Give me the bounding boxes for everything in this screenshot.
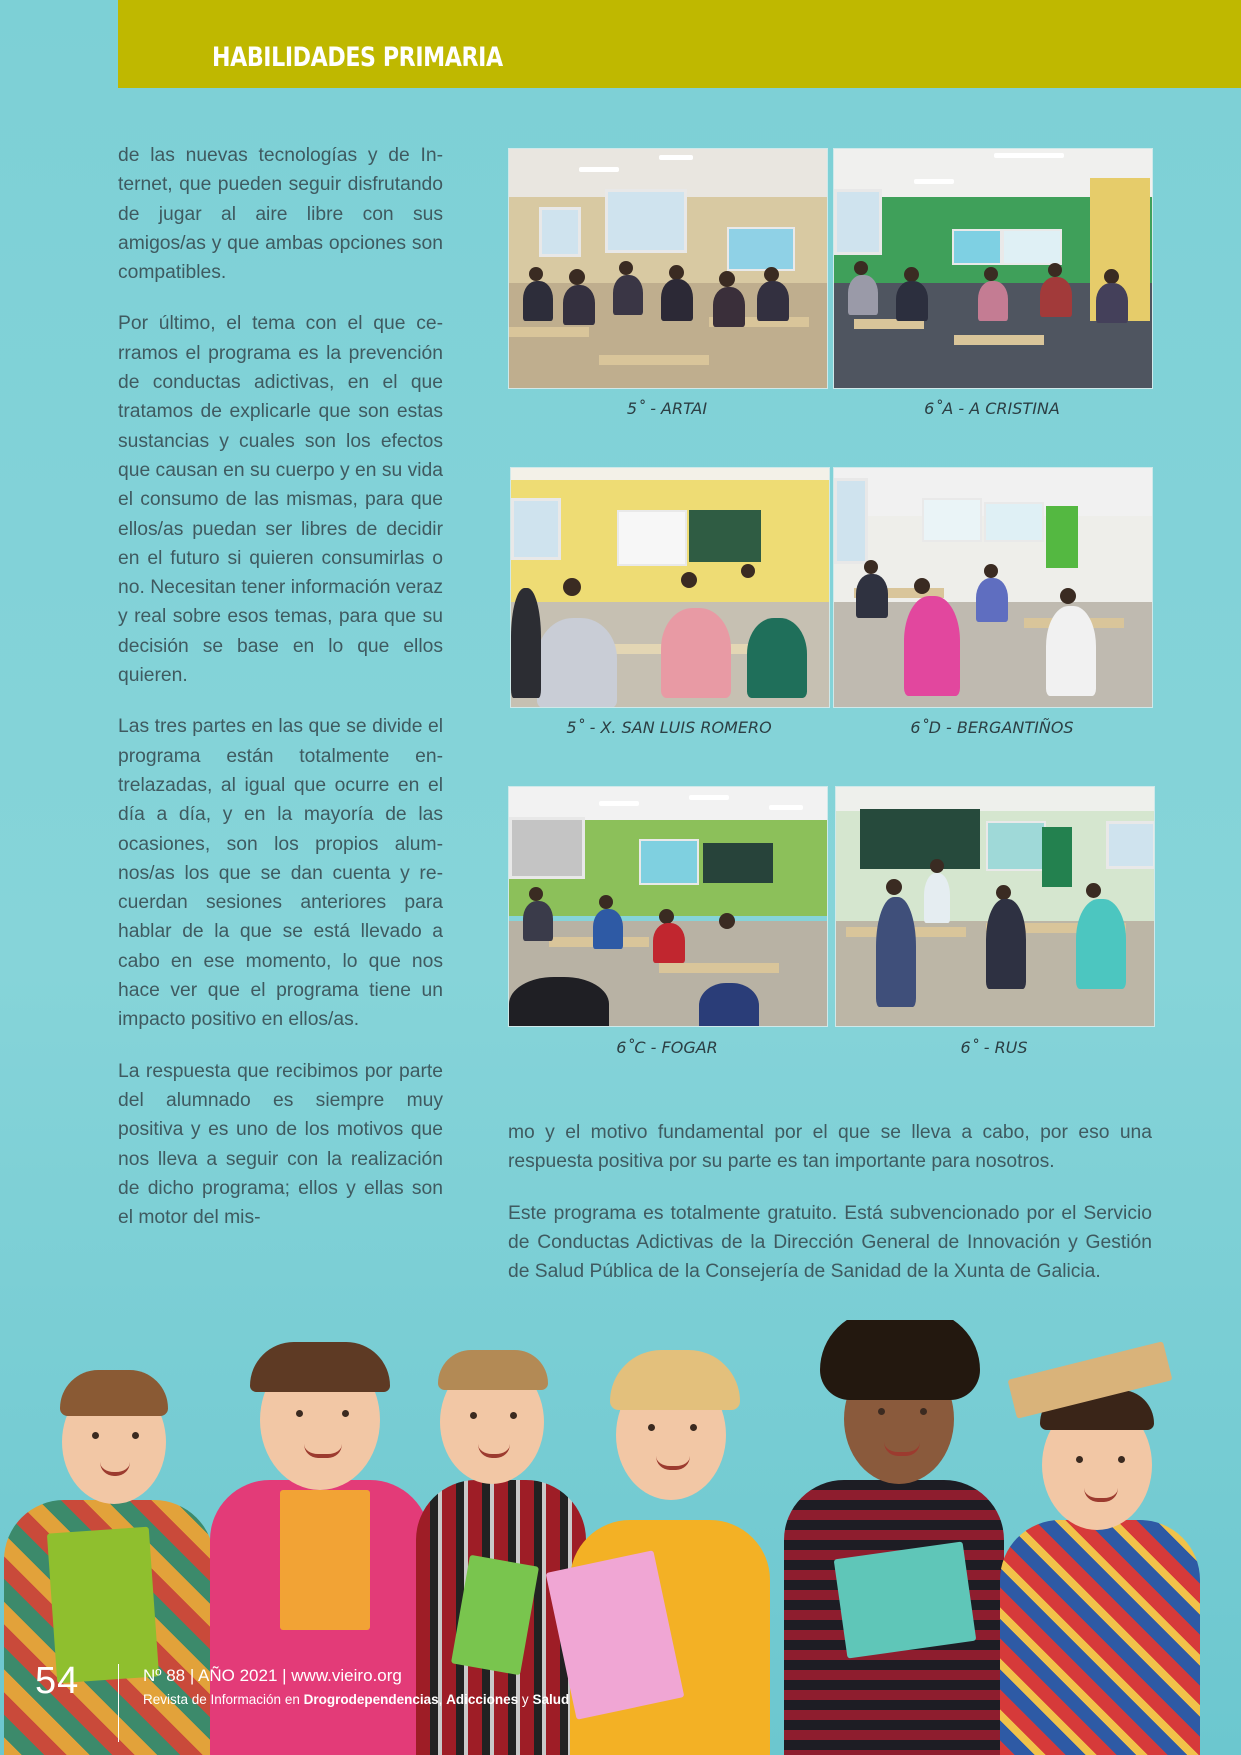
paragraph: Por último, el tema con el que cerramos el programa es la prevención de conductas adictivas, en el que tratamos de explicarle que son estas sustancias y cuales son los efectos que causan en su cuerpo y en su vida el consumo de las mismas, para que ellos/as puedan ser libres de decidir en el futuro si quieren consumirlas o no. Necesitan tener información veraz y real sobre esos temas, para que su decisión se base en lo que ellos quieren. [118, 313, 443, 687]
classroom-photo-rus [835, 786, 1155, 1027]
tagline-bold: Drogrodependencias [303, 1692, 439, 1707]
photo-caption: 6˚C - FOGAR [616, 1038, 718, 1057]
header-bar [118, 0, 1241, 88]
classroom-photo-artai [508, 148, 828, 389]
tagline-text: y [518, 1692, 533, 1707]
photo-caption: 6˚D - BERGANTIÑOS [910, 718, 1074, 737]
children-with-books-illustration [0, 1320, 1241, 1755]
tagline-text: Revista de Información en [143, 1692, 304, 1707]
paragraph: Las tres partes en las que se divide el programa están totalmente entrelazadas, al igual que ocurre en el día a día, y en la mayoría de las ocasiones, son los propios alumnos/as los que se dan cuenta y recuerdan sesiones anteriores para hablar de la que se está llevado a cabo en ese momento, lo que nos hace ver que el programa tiene un impacto positivo en ellos/as. [118, 716, 443, 1031]
paragraph: de las nuevas tecnologías y de Internet, que pueden seguir disfrutando de jugar al aire libre con sus amigos/as y que ambas opciones son compatibles. [118, 145, 443, 284]
classroom-photo-san-luis-romero [510, 467, 830, 708]
section-title: HABILIDADES PRIMARIA [212, 42, 503, 73]
classroom-photo-bergantinos [833, 467, 1153, 708]
photo-caption: 5˚ - ARTAI [626, 399, 708, 418]
tagline-bold: Adicciones [446, 1692, 519, 1707]
left-text-column [118, 141, 443, 1254]
paragraph: La respuesta que recibimos por parte del alumnado es siempre muy positiva y es uno de los motivos que nos lleva a seguir con la realización de dicho programa; ellos y ellas son el motor del mis- [118, 1060, 443, 1229]
paragraph: Este programa es totalmente gratuito. Está subvencionado por el Servicio de Conductas Adictivas de la Dirección General de Innovación y Gestión de Salud Pública de la Consejería de Sanidad de la Xunta de Galicia. [508, 1202, 1152, 1283]
issue-info: Nº 88 | AÑO 2021 | www.vieiro.org [143, 1666, 402, 1685]
classroom-photo-a-cristina [833, 148, 1153, 389]
tagline-text: , [438, 1692, 447, 1707]
right-text-column [508, 1118, 1152, 1308]
footer-divider [118, 1664, 119, 1742]
page-number: 54 [35, 1660, 80, 1702]
tagline-bold: Salud [532, 1692, 570, 1707]
photo-caption: 6˚ - RUS [960, 1038, 1028, 1057]
paragraph: mo y el motivo fundamental por el que se lleva a cabo, por eso una respuesta positiva por su parte es tan importante para nosotros. [508, 1122, 1152, 1173]
magazine-tagline [143, 1692, 569, 1707]
photo-caption: 6˚A - A CRISTINA [924, 399, 1060, 418]
classroom-photo-fogar [508, 786, 828, 1027]
photo-caption: 5˚ - X. SAN LUIS ROMERO [566, 718, 772, 737]
